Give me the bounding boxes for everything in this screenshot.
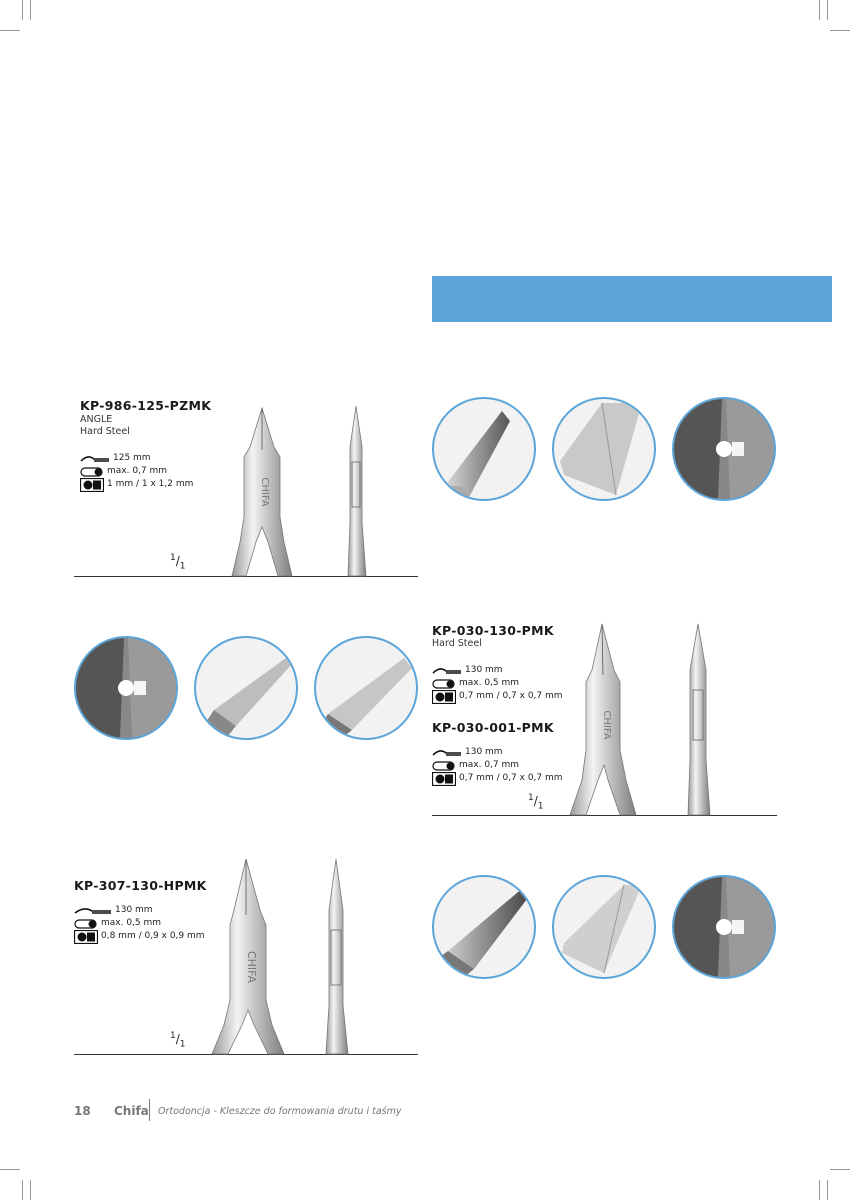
length-icon — [432, 747, 462, 759]
wire-round-icon — [432, 678, 456, 690]
tip-detail-circle — [672, 397, 776, 501]
spec-list — [80, 452, 193, 491]
length-icon — [432, 665, 462, 677]
spec-length: 125 mm — [80, 452, 193, 465]
spec-wire-profile: 0,7 mm / 0,7 x 0,7 mm — [432, 690, 563, 703]
crop-mark — [827, 1180, 828, 1200]
pliers-side-image — [312, 855, 362, 1055]
spec-list — [74, 904, 205, 943]
pliers-side-image — [332, 402, 382, 577]
crop-mark — [30, 0, 31, 20]
crop-mark — [22, 0, 23, 20]
product-code: KP-030-001-PMK — [432, 720, 554, 735]
wire-round-icon — [74, 918, 98, 930]
footer-section-title: Ortodoncja - Kleszcze do formowania drutu i taśmy — [158, 1106, 402, 1117]
product-subtitle — [80, 414, 130, 438]
spec-wire-round: max. 0,7 mm — [80, 465, 193, 478]
tip-detail-circle — [552, 875, 656, 979]
wire-round-icon — [432, 760, 456, 772]
spec-wire-profile: 0,8 mm / 0,9 x 0,9 mm — [74, 930, 205, 943]
spec-list — [432, 746, 563, 785]
tip-detail-circle — [552, 397, 656, 501]
scale-label: $^1/_1$ — [170, 553, 186, 572]
product-material: Hard Steel — [80, 426, 130, 437]
instrument-brand: CHIFA — [601, 710, 612, 740]
wire-profile-icon — [432, 690, 456, 704]
crop-mark — [22, 1180, 23, 1200]
length-icon — [80, 453, 110, 465]
spec-wire-profile: 0,7 mm / 0,7 x 0,7 mm — [432, 772, 563, 785]
product-code: KP-307-130-HPMK — [74, 878, 207, 893]
spec-length: 130 mm — [432, 664, 563, 677]
wire-round-icon — [80, 466, 104, 478]
tip-detail-circle — [74, 636, 178, 740]
product-type: ANGLE — [80, 414, 113, 425]
spec-wire-profile: 1 mm / 1 x 1,2 mm — [80, 478, 193, 491]
crop-mark — [830, 30, 850, 31]
tip-detail-circle — [432, 397, 536, 501]
tip-detail-circle — [672, 875, 776, 979]
spec-list — [432, 664, 563, 703]
tip-detail-circle — [432, 875, 536, 979]
footer-separator — [149, 1099, 150, 1121]
wire-profile-icon — [80, 478, 104, 492]
spec-wire-round: max. 0,5 mm — [74, 917, 205, 930]
product-code: KP-030-130-PMK — [432, 623, 554, 638]
crop-mark — [830, 1169, 850, 1170]
crop-mark — [827, 0, 828, 20]
scale-label: $^1/_1$ — [170, 1031, 186, 1050]
section-banner — [432, 276, 832, 322]
crop-mark — [30, 1180, 31, 1200]
spec-wire-round: max. 0,7 mm — [432, 759, 563, 772]
length-icon — [74, 905, 112, 917]
instrument-brand: CHIFA — [245, 950, 258, 984]
tip-detail-circle — [194, 636, 298, 740]
crop-mark — [819, 1180, 820, 1200]
crop-mark — [819, 0, 820, 20]
spec-length: 130 mm — [74, 904, 205, 917]
spec-length: 130 mm — [432, 746, 563, 759]
page-number: 18 — [74, 1104, 91, 1118]
pliers-front-image — [206, 855, 292, 1055]
pliers-front-image — [222, 402, 302, 577]
wire-profile-icon — [74, 930, 98, 944]
crop-mark — [0, 1169, 20, 1170]
product-code: KP-986-125-PZMK — [80, 398, 212, 413]
tip-detail-circle — [314, 636, 418, 740]
pliers-side-image — [674, 620, 724, 816]
spec-wire-round: max. 0,5 mm — [432, 677, 563, 690]
instrument-brand: CHIFA — [259, 477, 270, 507]
scale-label: $^1/_1$ — [528, 793, 544, 812]
wire-profile-icon — [432, 772, 456, 786]
pliers-front-image — [562, 620, 646, 816]
crop-mark — [0, 30, 20, 31]
footer-brand: Chifa — [114, 1104, 149, 1118]
product-material: Hard Steel — [432, 638, 482, 649]
